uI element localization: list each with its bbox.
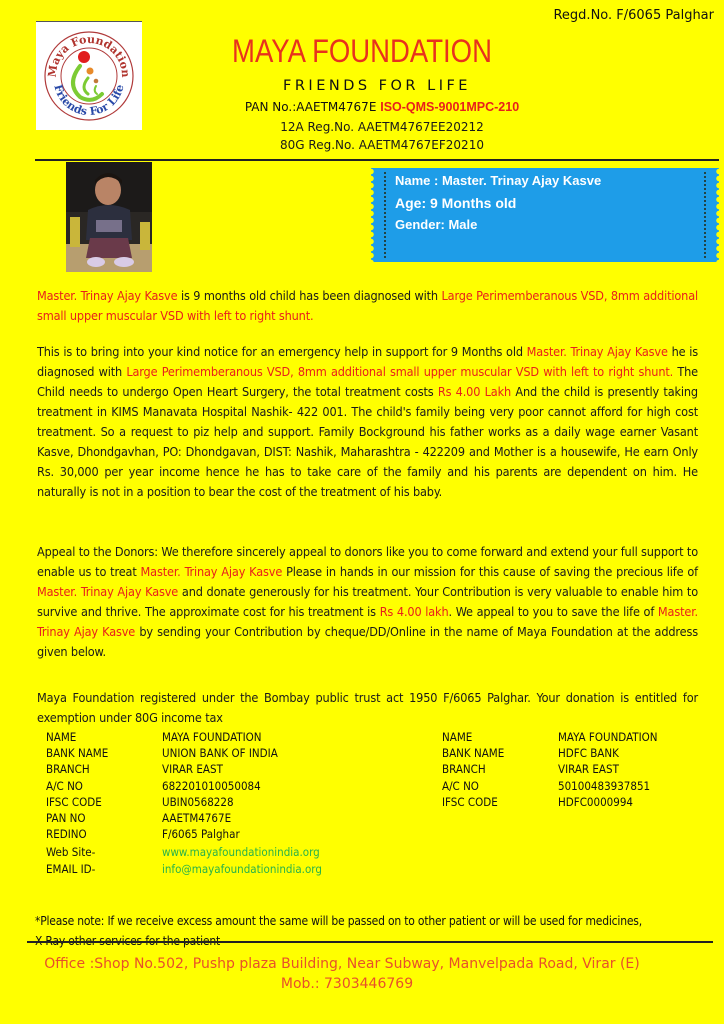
office-address: Office :Shop No.502, Pushp plaza Building, Near Subway, Manvelpada Road, Virar (E) [44,956,640,972]
donor-appeal-paragraph [37,542,698,662]
header-divider [35,159,719,161]
bank-field-value: VIRAR EAST [558,762,619,777]
svg-text:Friends For Life: Friends For Life [51,83,127,119]
bank-field-label: NAME [46,730,77,744]
bank-field-label: PAN NO [46,811,86,825]
body-text: he is diagnosed with [37,344,698,379]
organization-title: MAYA FOUNDATION [232,33,492,69]
bank-field-value: UBIN0568228 [162,794,234,809]
dotted-border-left [384,172,386,258]
highlighted-text: Master. Trinay Ajay Kasve [37,288,178,303]
bank-field-label: Web Site- [46,845,96,860]
pan-number-line [0,100,724,114]
iso-certification: ISO-QMS-9001MPC-210 [380,100,520,114]
bank-field-value: VIRAR EAST [162,762,223,777]
body-text: This is to bring into your kind notice for an emergency help in support for 9 Months old [37,344,527,359]
bank-field-value: 682201010050084 [162,778,261,793]
bank-field-label: EMAIL ID- [46,861,96,876]
body-text: . We appeal to you to save the life of [448,604,658,619]
child-photo-icon [66,162,152,272]
bank-field-value: HDFC BANK [558,746,619,761]
bank-field-label: BRANCH [46,762,90,777]
bank-field-value: HDFC0000994 [558,794,633,809]
patient-age: Age: 9 Months old [395,195,517,211]
bank-field-value: MAYA FOUNDATION [162,730,262,744]
bank-field-value: UNION BANK OF INDIA [162,746,278,761]
80g-registration: 80G Reg.No. AAETM4767EF20210 [280,138,484,152]
registration-paragraph [37,688,698,728]
highlighted-text: Master. Trinay Ajay Kasve [37,604,698,639]
mobile-number: Mob.: 7303446769 [280,976,414,992]
highlighted-text: Large Perimemberanous VSD, 8mm additional small upper muscular VSD with left to right shunt. [37,288,698,323]
ticket-edge-left [371,168,376,262]
body-text: and donate generously for his treatment. Your Contribution is very valuable to enable him to survive and thrive. The approximate cost for his treatment is [37,584,698,619]
bank-field-value: F/6065 Palghar [162,827,240,842]
bank-field-label: IFSC CODE [442,794,498,809]
body-text: Please in hands in our mission for this cause of saving the precious life of [282,564,698,579]
please-note [35,911,723,951]
registration-number: Regd.No. F/6065 Palghar [553,8,714,23]
body-text: And the child is presently taking treatment in KIMS Manavata Hospital Nashik- 422 001. The child's family being very poor cannot afford for high cost treatment. So a request to piz help and support. Family Bockground his father works as a daily wage earner Vasant Kasve, Dhondgavhan, PO: Dhondgavan, DIST: Nashik, Maharashtra - 422209 and Mother is a housewife, He earn Only Rs. 30,000 per year income hence he has to take care of the family and his parents are dependent on him. He naturally is not in a position to bear the cost of the treatment of his baby. [37,384,698,499]
highlighted-text: Master. Trinay Ajay Kasve [140,564,283,579]
website-link[interactable]: www.mayafoundationindia.org [162,845,320,860]
organization-tagline: FRIENDS FOR LIFE [283,78,471,94]
patient-name: Name : Master. Trinay Ajay Kasve [395,173,602,188]
patient-photo [66,162,152,272]
bank-field-label: BANK NAME [442,746,505,761]
patient-info-card [371,168,719,262]
12a-registration: 12A Reg.No. AAETM4767EE20212 [280,120,484,134]
bank-field-value: MAYA FOUNDATION [558,730,658,744]
body-text: Appeal to the Donors: We therefore sincerely appeal to donors like you to come forward and extend your full support to enable us to treat [37,544,698,579]
patient-gender: Gender: Male [395,217,478,232]
bank-field-label: BRANCH [442,762,486,777]
dotted-border-right [704,172,706,258]
svg-text:Maya Foundation: Maya Foundation [45,32,133,79]
bank-field-label: NAME [442,730,473,744]
email-link[interactable]: info@mayafoundationindia.org [162,861,322,876]
ticket-edge-right [714,168,719,262]
footer-divider [27,941,713,943]
highlighted-text: Large Perimemberanous VSD, 8mm additional small upper muscular VSD with left to right shunt. [126,364,674,379]
bank-field-label: IFSC CODE [46,794,102,809]
note-line-1: *Please note: If we receive excess amount the same will be passed on to other patient or will be used for medicines, [35,914,642,928]
body-text: by sending your Contribution by cheque/DD/Online in the name of Maya Foundation at the address given below. [37,624,698,659]
bank-field-value: AAETM4767E [162,811,232,825]
highlighted-text: Rs 4.00 Lakh [437,384,512,399]
highlighted-text: Rs 4.00 lakh [379,604,449,619]
highlighted-text: Master. Trinay Ajay Kasve [37,584,179,599]
pan-number: PAN No.:AAETM4767E [244,100,381,114]
bank-field-label: A/C NO [442,778,479,793]
bank-field-label: A/C NO [46,778,83,793]
body-text: Maya Foundation registered under the Bombay public trust act 1950 F/6065 Palghar. Your donation is entitled for exemption under 80G income tax [37,690,698,725]
highlighted-text: Master. Trinay Ajay Kasve [526,344,668,359]
bank-field-label: REDINO [46,827,87,842]
diagnosis-paragraph [37,286,698,326]
emergency-appeal-paragraph [37,342,698,502]
bank-field-label: BANK NAME [46,746,109,761]
bank-field-value: 50100483937851 [558,778,651,793]
body-text: is 9 months old child has been diagnosed with [177,288,442,303]
body-text: The Child needs to undergo Open Heart Surgery, the total treatment costs [37,364,698,399]
